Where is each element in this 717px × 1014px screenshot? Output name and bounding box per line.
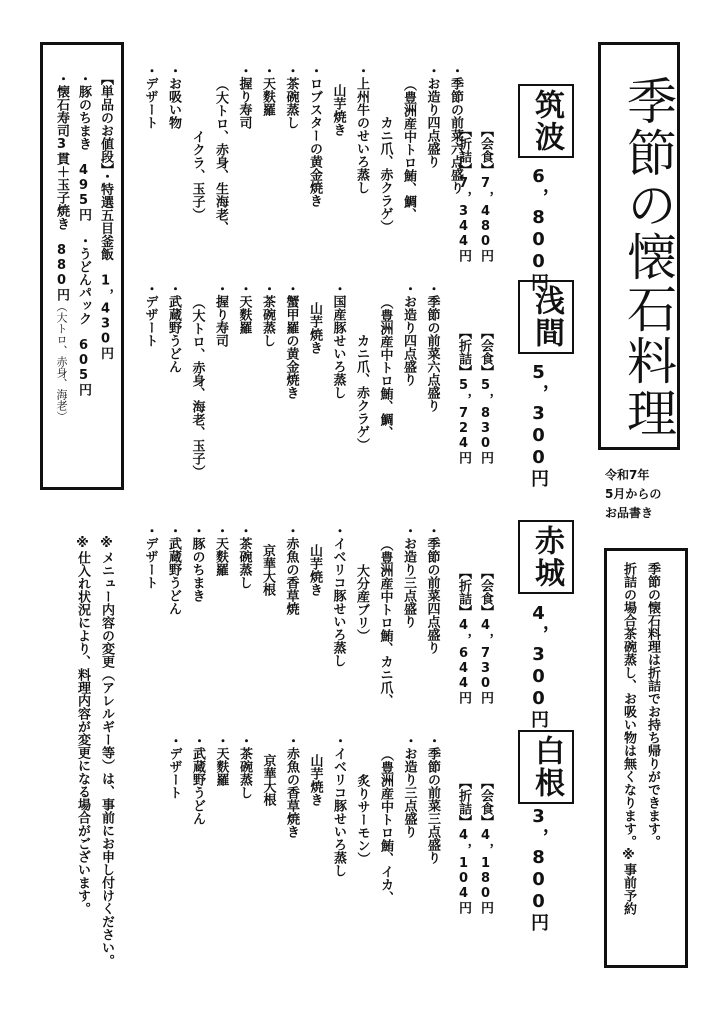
list-item: 大分産ブリ） bbox=[354, 564, 369, 642]
date-line-1: 令和7年 bbox=[605, 468, 650, 482]
course-sub-prices-shirane bbox=[452, 776, 496, 914]
single-line-3-note: （大トロ、赤身、海老） bbox=[55, 301, 68, 422]
list-item: ・赤魚の香草焼き bbox=[284, 734, 299, 838]
kaishoku-price: 【会食】4，180円 bbox=[478, 776, 493, 914]
list-item: ・豚のちまき bbox=[189, 524, 205, 602]
footer-line-1: ※メニュー内容の変更（アレルギー等）は、事前にお申し付けください。 bbox=[99, 536, 114, 967]
list-item: ・天麩羅 bbox=[213, 524, 228, 576]
list-item: ・茶碗蒸し bbox=[237, 734, 252, 799]
course-price-shirane: 3，800円 bbox=[528, 806, 549, 932]
menu-items-asama bbox=[138, 282, 444, 478]
list-item: ・デザート bbox=[142, 64, 158, 129]
list-item: ・デザート bbox=[142, 282, 158, 347]
list-item: カニ爪、赤クラゲ） bbox=[377, 116, 393, 233]
list-item: ・ロブスターの黄金焼き bbox=[307, 64, 322, 207]
list-item: 京華大根 bbox=[260, 754, 276, 806]
date-line-3: お品書き bbox=[605, 506, 654, 520]
list-item: ・茶碗蒸し bbox=[236, 524, 252, 589]
list-item: ・お造り三点盛り bbox=[401, 524, 416, 628]
list-item: ・季節の前菜四点盛り bbox=[424, 524, 440, 654]
list-item: ・お吸い物 bbox=[166, 64, 181, 129]
date-line-2: 5月からの bbox=[605, 487, 662, 501]
list-item: ・握り寿司 bbox=[213, 282, 228, 347]
single-line-1: 【単品のお値段】・特選五目釜飯 1，430円 bbox=[98, 72, 113, 360]
footer-notes bbox=[70, 536, 118, 967]
single-line-2: ・豚のちまき 495円 ・うどんパック 605円 bbox=[76, 72, 91, 396]
list-item: ・握り寿司 bbox=[236, 64, 252, 129]
list-item: （豊洲産中トロ鮪、鯛、 bbox=[401, 78, 416, 221]
course-price-tsukuba: 6，800円 bbox=[528, 166, 549, 292]
list-item: （豊洲産中トロ鮪、カニ爪、 bbox=[377, 538, 393, 707]
list-item: ・季節の前菜六点盛り bbox=[424, 282, 440, 412]
list-item: ・赤魚の香草焼 bbox=[283, 524, 299, 615]
list-item: （大トロ、赤身、海老、玉子） bbox=[189, 296, 205, 478]
course-name-tsukuba: 筑波 bbox=[518, 84, 574, 158]
list-item: ・国産豚せいろ蒸し bbox=[330, 282, 346, 399]
menu-items-shirane bbox=[162, 734, 444, 904]
list-item: カニ爪、赤クラゲ） bbox=[354, 334, 369, 451]
kaishoku-price: 【会食】5，830円 bbox=[478, 326, 493, 464]
list-item: ・武蔵野うどん bbox=[166, 282, 181, 373]
list-item: ・武蔵野うどん bbox=[166, 524, 181, 615]
list-item: ・イベリコ豚せいろ蒸し bbox=[330, 524, 346, 667]
list-item: 山芋焼き bbox=[330, 84, 346, 136]
orizume-price: 【折詰】4，644円 bbox=[456, 566, 471, 704]
date-label bbox=[605, 466, 685, 523]
list-item: （豊洲産中トロ鮪、イカ、 bbox=[378, 748, 393, 904]
list-item: ・天麩羅 bbox=[260, 64, 275, 116]
list-item: 山芋焼き bbox=[307, 754, 323, 806]
footer-line-2: ※仕入れ状況により、料理内容が変更になる場合がございます。 bbox=[75, 536, 90, 915]
list-item: （豊洲産中トロ鮪、鯛、 bbox=[377, 296, 393, 439]
list-item: ・茶碗蒸し bbox=[260, 282, 275, 347]
course-sub-prices-asama bbox=[452, 326, 496, 464]
kaishoku-price: 【会食】4，730円 bbox=[478, 566, 493, 704]
list-item: ・茶碗蒸し bbox=[283, 64, 299, 129]
orizume-price: 【折詰】5，724円 bbox=[456, 326, 471, 464]
list-item: ・天麩羅 bbox=[236, 282, 252, 334]
list-item: ・デザート bbox=[166, 734, 182, 799]
single-items bbox=[50, 72, 116, 422]
course-price-akagi: 4，300円 bbox=[528, 603, 549, 729]
list-item: （大トロ、赤身、生海老、 bbox=[213, 78, 228, 234]
list-item: ・季節の前菜六点盛り bbox=[448, 64, 463, 194]
list-item: 炙りサーモン） bbox=[354, 774, 370, 865]
course-name-shirane: 白根 bbox=[518, 730, 574, 804]
list-item: 山芋焼き bbox=[307, 302, 322, 354]
menu-items-tsukuba bbox=[138, 64, 467, 234]
menu-items-akagi bbox=[138, 524, 444, 707]
list-item: ・お造り三点盛り bbox=[401, 734, 417, 838]
list-item: イクラ、玉子） bbox=[189, 130, 205, 221]
course-name-akagi: 赤城 bbox=[518, 520, 574, 594]
single-line-3 bbox=[50, 72, 72, 422]
notice-line-1: 季節の懐石料理は折詰でお持ち帰りができます。 bbox=[645, 562, 660, 848]
list-item: ・お造り四点盛り bbox=[401, 282, 416, 386]
single-line-3-main: ・懐石寿司3貫＋玉子焼き 880円 bbox=[54, 72, 69, 301]
notice-line-2: 折詰の場合茶碗蒸し、お吸い物は無くなります。※事前予約 bbox=[621, 562, 636, 915]
list-item: 京華大根 bbox=[260, 544, 275, 596]
list-item: ・天麩羅 bbox=[213, 734, 229, 786]
list-item: ・お造り四点盛り bbox=[424, 64, 440, 168]
orizume-price: 【折詰】7，344円 bbox=[456, 124, 471, 262]
list-item: ・上州牛のせいろ蒸し bbox=[354, 64, 369, 194]
list-item: ・武蔵野うどん bbox=[190, 734, 205, 825]
course-sub-prices-akagi bbox=[452, 566, 496, 704]
list-item: ・季節の前菜三点盛り bbox=[425, 734, 440, 864]
course-price-asama: 5，300円 bbox=[528, 362, 549, 488]
list-item: ・蟹甲羅の黄金焼き bbox=[283, 282, 299, 399]
kaishoku-price: 【会食】7，480円 bbox=[478, 124, 493, 262]
list-item: ・イベリコ豚せいろ蒸し bbox=[331, 734, 346, 877]
course-name-asama: 浅間 bbox=[518, 280, 574, 354]
list-item: ・デザート bbox=[142, 524, 158, 589]
takeout-notice bbox=[616, 562, 664, 915]
list-item: 山芋焼き bbox=[307, 544, 322, 596]
orizume-price: 【折詰】4，104円 bbox=[456, 776, 471, 914]
page-title: 季節の懐石料理 bbox=[619, 75, 677, 439]
